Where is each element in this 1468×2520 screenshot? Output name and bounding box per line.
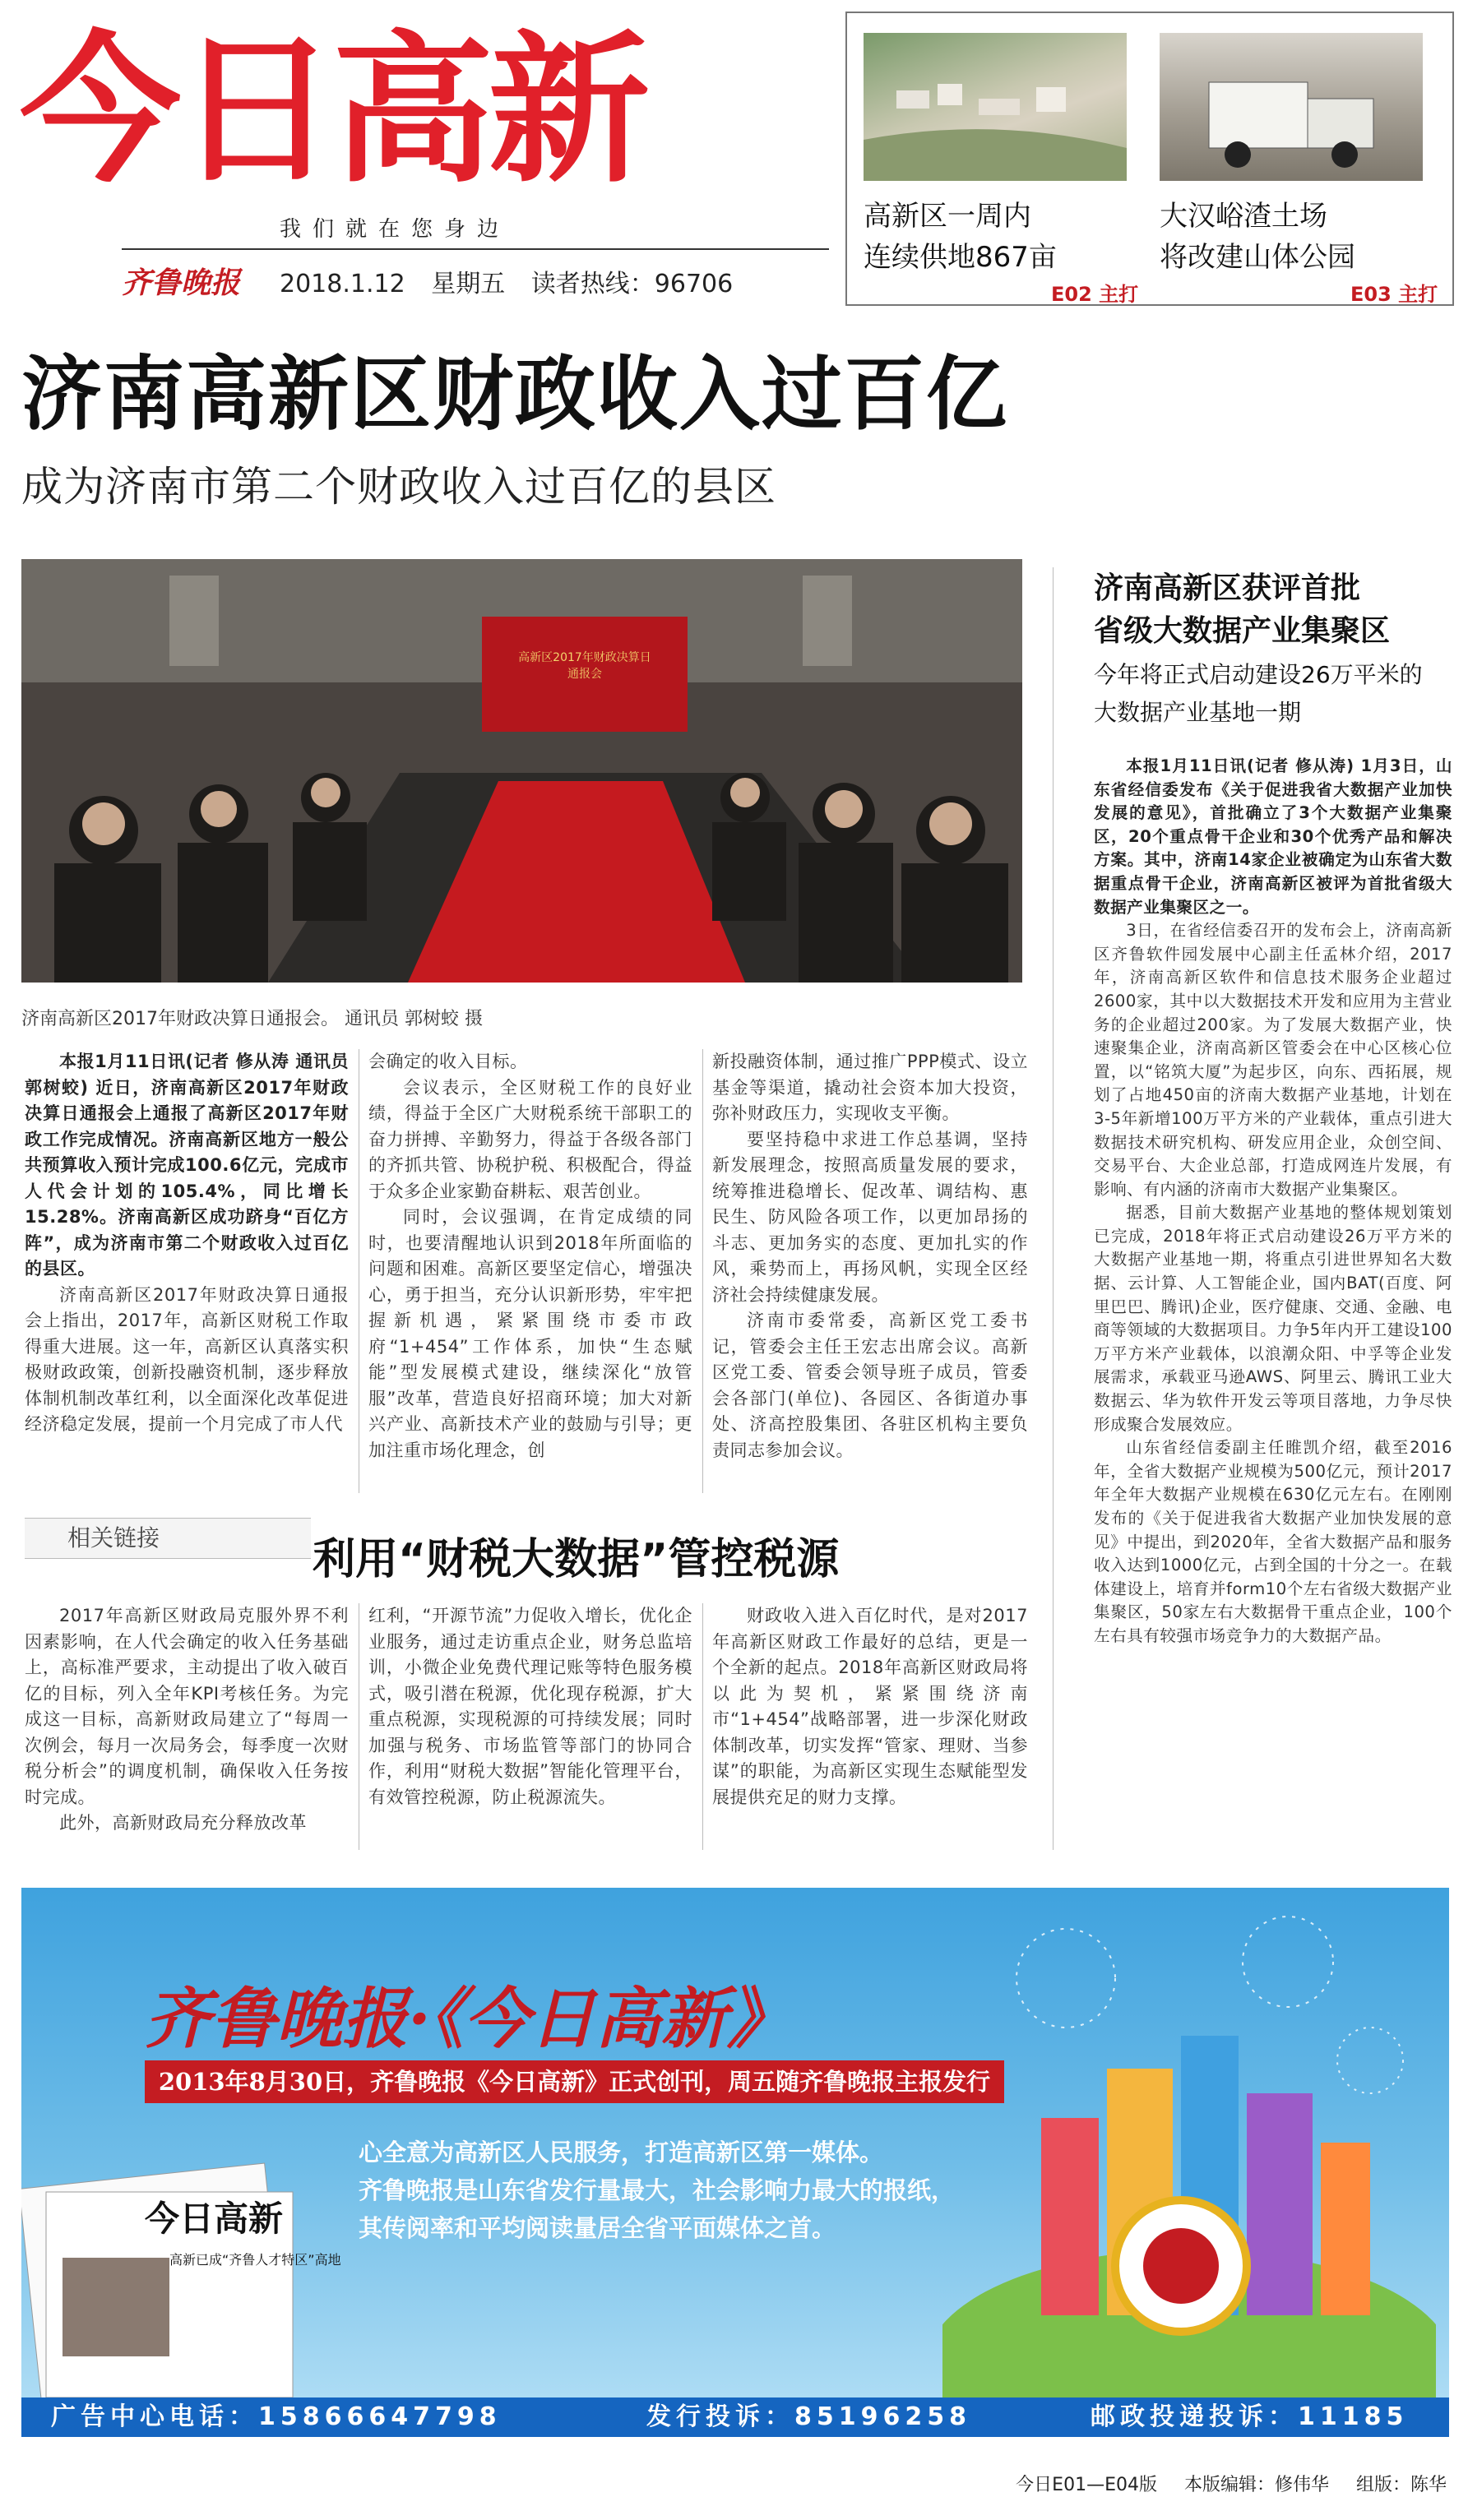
newspaper-thumb-headline: 高新已成“齐鲁人才特区”高地 <box>169 2252 341 2268</box>
ad-copy-line-1: 心全意为高新区人民服务，打造高新区第一媒体。 <box>359 2139 884 2166</box>
ad-contact-bar <box>21 2397 1449 2437</box>
paragraph: 会议表示，全区财税工作的良好业绩，得益于全区广大财税系统干部职工的奋力拼搏、辛勤努力，得益于各级各部门的齐抓共管、协税护税、积极配合，得益于众多企业家勤奋耕耘、艰苦创业。 <box>368 1077 692 1201</box>
masthead-divider <box>122 248 829 250</box>
paragraph: 新投融资体制，通过推广PPP模式、设立基金等渠道，撬动社会资本加大投资，弥补财政压力，实现收支平衡。 <box>712 1052 1028 1123</box>
teaser-headline-1[interactable]: 高新区一周内 连续供地867亩 <box>864 200 1057 274</box>
lead-story-col3 <box>712 1049 1028 1463</box>
truck-illustration <box>1160 33 1423 181</box>
ad-phone: 广告中心电话：15866647798 <box>51 2402 502 2431</box>
paragraph: 济南高新区2017年财政决算日通报会上指出，2017年，高新区财税工作取得重大进展。这一年，高新区认真落实积极财政政策，创新投融资机制，逐步释放体制机制改革红利，以全面深化改革促进经济稳定发展，提前一个月完成了市人代 <box>25 1284 349 1434</box>
paragraph: 本报1月11日讯(记者 修从涛) 1月3日，山东省经信委发布《关于促进我省大数据产业加快发展的意见》，首批确立了3个大数据产业集聚区，20个重点骨干企业和30个优秀产品和解决方案。其中，济南14家企业被确定为山东省大数据重点骨干企业，济南高新区被评为首批省级大数据产业集聚区之一。 <box>1094 756 1452 917</box>
promo-advertisement <box>21 1888 1449 2437</box>
paragraph: 2017年高新区财政局克服外界不利因素影响，在人代会确定的收入任务基础上，高标准严要求，主动提出了收入破百亿的目标，列入全年KPI考核任务。为完成这一目标，高新财政局建立了“每周一次例会，每月一次局务会，每季度一次财税分析会”的调度机制，确保收入任务按时完成。 <box>25 1606 349 1807</box>
footer-layout: 组版：陈华 <box>1355 2475 1447 2495</box>
ad-launch-banner: 2013年8月30日，齐鲁晚报《今日高新》正式创刊，周五随齐鲁晚报主报发行 <box>145 2060 1004 2103</box>
landscape-illustration <box>864 33 1127 181</box>
related-col3 <box>712 1603 1028 1810</box>
teaser-box <box>845 12 1454 306</box>
paragraph: 据悉，目前大数据产业基地的整体规划策划已完成，2018年将正式启动建设26万平方米的大数据产业基地一期，将重点引进世界知名大数据、云计算、人工智能企业，国内BAT(百度、阿里巴巴、腾讯)企业，医疗健康、交通、金融、电商等领域的大数据项目。力争5年内开工建设100万平方米产业载体，以浪潮众阳、中孚等企业发展需求，承载亚马逊AWS、阿里云、腾讯工业大数据云、华为软件开发云等项目落地，力争尽快形成聚合发展效应。 <box>1094 1203 1452 1434</box>
lead-headline: 济南高新区财政收入过百亿 <box>21 348 1009 442</box>
meeting-illustration <box>21 559 1022 983</box>
ad-copy-line-3: 其传阅率和平均阅读量居全省平面媒体之首。 <box>359 2214 836 2242</box>
paragraph: 本报1月11日讯(记者 修从涛 通讯员 郭树蛟) 近日，济南高新区2017年财政决算日通报会上通报了高新区2017年财政工作完成情况。济南高新区地方一般公共预算收入预计完成100.6亿元，完成市人代会计划的105.4%，同比增长15.28%。济南高新区成功跻身“百亿方阵”，成为济南市第二个财政收入过百亿的县区。 <box>25 1052 349 1278</box>
teaser-photo-truck <box>1160 33 1423 181</box>
sidebar-subheadline: 今年将正式启动建设26万平米的 大数据产业基地一期 <box>1094 661 1423 726</box>
paragraph: 此外，高新财政局充分释放改革 <box>59 1813 307 1833</box>
related-tag: 相关链接 <box>25 1518 311 1559</box>
issue-date: 2018.1.12 <box>280 270 405 298</box>
footer-editor: 本版编辑：修伟华 <box>1183 2475 1329 2495</box>
paragraph: 山东省经信委副主任睢凯介绍，截至2016年，全省大数据产业规模为500亿元，预计2017年全年大数据产业规模在630亿元左右。在刚刚发布的《关于促进我省大数据产业加快发展的意见》中提出，到2020年，全省大数据产品和服务收入达到1000亿元，占到全国的十分之一。在载体建设上，培育并form10个左右省级大数据产业集聚区，50家左右大数据骨干重点企业，100个左右具有较强市场竞争力的大数据产品。 <box>1094 1438 1452 1645</box>
sidebar-headline: 济南高新区获评首批 省级大数据产业集聚区 <box>1094 571 1391 648</box>
paragraph: 济南市委常委，高新区党工委书记，管委会主任王宏志出席会议。高新区党工委、管委会领导班子成员，管委会各部门(单位)、各园区、各街道办事处、济高控股集团、各驻区机构主要负责同志参加会议。 <box>712 1311 1028 1460</box>
column-rule <box>702 1603 703 1850</box>
brand-logo: 齐鲁晚报 <box>122 266 241 300</box>
sidebar-story-body <box>1094 755 1452 1648</box>
page-footer <box>994 2471 1447 2496</box>
meeting-banner-text: 高新区2017年财政决算日通报会 <box>518 651 651 681</box>
post-complaint-phone: 邮政投递投诉：11185 <box>1091 2402 1409 2431</box>
paragraph: 3日，在省经信委召开的发布会上，济南高新区齐鲁软件园发展中心副主任孟林介绍，2017年，济南高新区软件和信息技术服务企业超过2600家，其中以大数据技术开发和应用为主营业务的企业超过200家。为了发展大数据产业，快速聚集企业，济南高新区管委会在中心区核心位置，以“铭筑大厦”为起步区，向东、西拓展，规划了占地450亩的济南大数据产业基地，计划在3-5年新增100万平方米的产业载体，重点引进大数据技术研究机构、研发应用企业，众创空间、交易平台、大企业总部，打造成网连片发展，有影响、有内涵的济南市大数据产业集聚区。 <box>1094 921 1452 1199</box>
issue-weekday: 星期五 <box>431 270 506 298</box>
teaser-photo-land <box>864 33 1127 181</box>
lead-photo <box>21 559 1022 983</box>
fireworks-and-city-illustration <box>942 1904 1436 2397</box>
ad-logo: 齐鲁晚报·《今日高新》 <box>145 1980 793 2057</box>
teaser-page-ref-2: E03 主打 <box>1350 283 1438 306</box>
lead-subheadline: 成为济南市第二个财政收入过百亿的县区 <box>21 463 776 511</box>
lead-story-col1 <box>25 1049 349 1438</box>
masthead-title: 今日高新 <box>20 17 646 205</box>
related-headline: 利用“财税大数据”管控税源 <box>313 1535 840 1584</box>
related-col1 <box>25 1603 349 1837</box>
reader-hotline: 读者热线：96706 <box>530 270 734 298</box>
paragraph: 会确定的收入目标。 <box>368 1052 528 1071</box>
sidebar-rule <box>1053 567 1054 1850</box>
newspaper-thumb-title: 今日高新 <box>145 2199 284 2239</box>
paragraph: 要坚持稳中求进工作总基调，坚持新发展理念，按照高质量发展的要求，统筹推进稳增长、促改革、调结构、惠民生、防风险各项工作，以更加昂扬的斗志、更加务实的态度、更加扎实的作风，乘势而上，再扬风帆，实现全区经济社会持续健康发展。 <box>712 1129 1028 1305</box>
issue-info <box>280 263 751 299</box>
lead-story-col2 <box>368 1049 692 1463</box>
masthead-slogan: 我们就在您身边 <box>280 217 511 242</box>
column-rule <box>702 1049 703 1493</box>
paragraph: 同时，会议强调，在肯定成绩的同时，也要清醒地认识到2018年所面临的问题和困难。高新区要坚定信心，增强决心，勇于担当，充分认识新形势，牢牢把握新机遇，紧紧围绕市委市政府“1+454”工作体系，加快“生态赋能”型发展模式建设，继续深化“放管服”改革，营造良好招商环境；加大对新兴产业、高新技术产业的鼓励与引导；更加注重市场化理念，创 <box>368 1207 692 1460</box>
footer-pages: 今日E01—E04版 <box>1016 2475 1157 2495</box>
related-col2 <box>368 1603 692 1810</box>
teaser-page-ref-1: E02 主打 <box>1051 283 1139 306</box>
teaser-headline-2[interactable]: 大汉峪渣土场 将改建山体公园 <box>1160 200 1355 274</box>
delivery-complaint-phone: 发行投诉：85196258 <box>646 2402 971 2431</box>
lead-photo-caption: 济南高新区2017年财政决算日通报会。 通讯员 郭树蛟 摄 <box>21 1009 483 1029</box>
paragraph: 红利，“开源节流”力促收入增长，优化企业服务，通过走访重点企业，财务总监培训，小微企业免费代理记账等特色服务模式，吸引潜在税源，优化现存税源，扩大重点税源，实现税源的可持续发展；同时加强与税务、市场监管等部门的协同合作，利用“财税大数据”智能化管理平台，有效管控税源，防止税源流失。 <box>368 1606 692 1807</box>
paragraph: 财政收入进入百亿时代，是对2017年高新区财政工作最好的总结，更是一个全新的起点。2018年高新区财政局将以此为契机，紧紧围绕济南市“1+454”战略部署，进一步深化财政体制改革，切实发挥“管家、理财、当参谋”的职能，为高新区实现生态赋能型发展提供充足的财力支撑。 <box>712 1606 1028 1807</box>
ad-copy-line-2: 齐鲁晚报是山东省发行量最大，社会影响力最大的报纸， <box>359 2176 956 2204</box>
